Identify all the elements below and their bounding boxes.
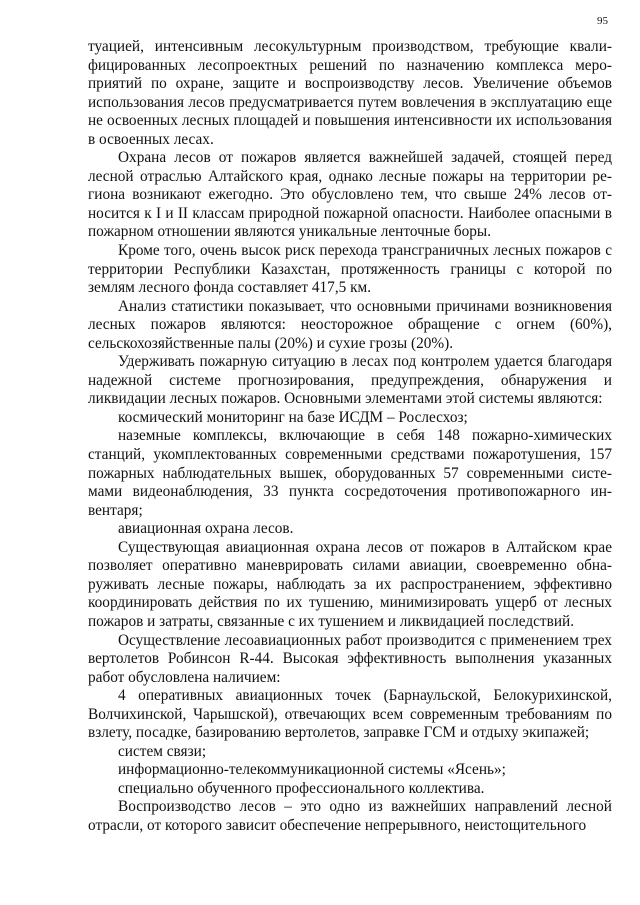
list-item: 4 оперативных авиационных точек (Барнаульской, Белокурихинской, Волчихинской, Чарышской), отвечающих всем современным требованиям по взлету, посадке, базированию вертолетов, заправке ГСМ и отдыху экипажей; — [88, 687, 612, 742]
paragraph: Охрана лесов от пожаров является важнейшей задачей, стоящей перед лесной отраслью Алтайского края, однако лесные пожары на территории региона возникают ежегодно. Это обусловлено тем, что свыше 24% лесов относится к I и II классам природной пожарной опасности. Наиболее опасными в пожарном отношении являются уникальные ленточные боры. — [88, 149, 612, 241]
paragraph: Воспроизводство лесов – это одно из важнейших направлений лесной отрасли, от которого зависит обеспечение непрерывного, неистощительного — [88, 798, 612, 834]
paragraph: Осуществление лесоавиационных работ производится с применением трех вертолетов Робинсон R-44. Высокая эффективность выполнения указанных работ обусловлена наличием: — [88, 631, 612, 686]
list-item: систем связи; — [118, 742, 207, 760]
list-item: авиационная охрана лесов. — [118, 520, 294, 538]
paragraph: Анализ статистики показывает, что основными причинами возникновения лесных пожаров являются: неосторожное обращение с огнем (60%), сельскохозяйственные палы (20%) и сухие грозы (20%). — [88, 297, 612, 352]
paragraph: туацией, интенсивным лесокультурным производством, требующие квалифицированных лесопроектных решений по назначению комплекса мероприятий по охране, защите и воспроизводству лесов. Увеличение объемов использования лесов предусматривается путем вовлечения в эксплуатацию еще не освоенных лесных площадей и повышения интенсивности их использования в освоенных лесах. — [88, 38, 612, 148]
paragraph: Кроме того, очень высок риск перехода трансграничных лесных пожаров с территории Республики Казахстан, протяженность границы с которой по землям лесного фонда составляет 417,5 км. — [88, 242, 612, 297]
paragraph: Удерживать пожарную ситуацию в лесах под контролем удается благодаря надежной системе прогнозирования, предупреждения, обнаружения и ликвидации лесных пожаров. Основными элементами этой системы являются: — [88, 353, 612, 408]
list-item: наземные комплексы, включающие в себя 148 пожарно-химических станций, укомплектованных современными средствами пожаротушения, 157 пожарных наблюдательных вышек, оборудованных 57 современными системами видеонаблюдения, 33 пункта сосредоточения противопожарного инвентаря; — [88, 427, 612, 519]
list-item: космический мониторинг на базе ИСДМ – Рослесхоз; — [118, 408, 468, 426]
list-item: специально обученного профессионального коллектива. — [118, 779, 485, 797]
body-text — [88, 38, 612, 836]
paragraph: Существующая авиационная охрана лесов от пожаров в Алтайском крае позволяет оперативно маневрировать силами авиации, своевременно обнаруживать лесные пожары, наблюдать за их распространением, эффективно координировать действия по их тушению, минимизировать ущерб от лесных пожаров и затраты, связанные с их тушением и ликвидацией последствий. — [88, 538, 612, 630]
page-number: 95 — [597, 15, 608, 27]
list-item: информационно-телекоммуникационной системы «Ясень»; — [118, 761, 506, 779]
